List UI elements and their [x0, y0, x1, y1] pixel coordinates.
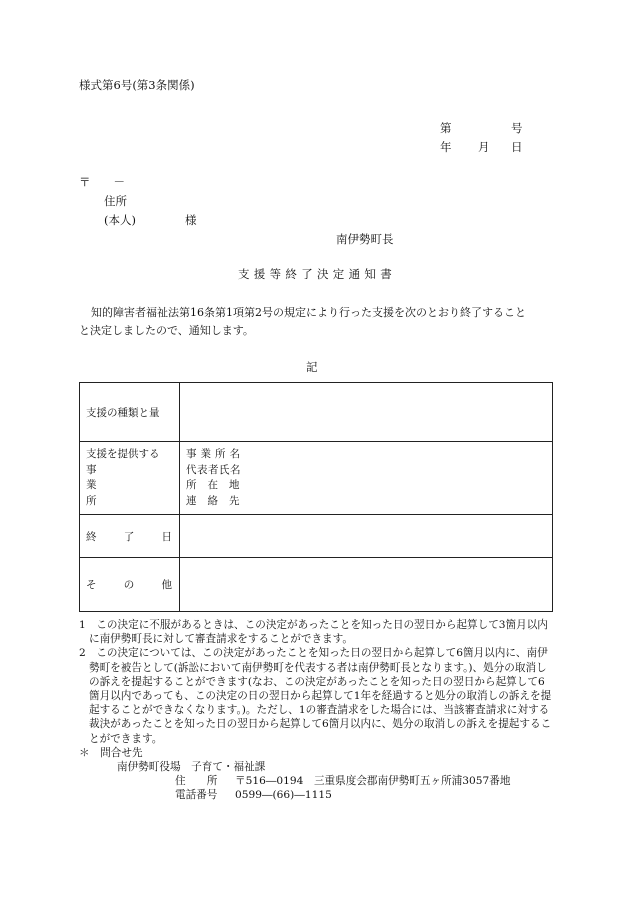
contact-heading: ＊ 問合せ先 [79, 746, 143, 759]
sama-label: 様 [185, 213, 197, 227]
table-row [80, 383, 553, 442]
body-line-1: 知的障害者福祉法第16条第1項第2号の規定により行った支援を次のとおり終了すること [91, 306, 526, 319]
provider-fields [180, 442, 553, 515]
doc-number-go: 号 [511, 121, 523, 135]
other-label: そ の 他 [80, 558, 180, 612]
contact-office: 南伊勢町役場 子育て・福祉課 [117, 761, 266, 774]
note-2: 2 この決定については、この決定があったことを知った日の翌日から起算して6箇月以内に、南伊勢町を被告として(訴訟において南伊勢町を代表する者は南伊勢町長となります。)、処分の取消しの訴えを提起することができます(なお、この決定があったことを知った日の翌日から起算して6箇月以内であっても、この決定の日の翌日から起算して1年を経過すると処分の取消しの訴えを提起することができなくなります。)。ただし、1の審査請求をした場合には、当該審査請求に対する裁決があったことを知った日の翌日から起算して6箇月以内に、処分の取消しの訴えを提起することができます。 [79, 647, 552, 745]
details-table [79, 382, 553, 612]
table-row [80, 558, 553, 612]
name-label: (本人) [104, 213, 136, 227]
note-1: 1 この決定に不服があるときは、この決定があったことを知った日の翌日から起算して3箇月以内に南伊勢町長に対して審査請求をすることができます。 [79, 619, 548, 646]
body-line-2: と決定しましたので、通知します。 [79, 324, 254, 337]
document-title: 支援等終了決定通知書 [238, 267, 396, 281]
provider-label-line1: 支援を提供する [86, 448, 160, 460]
other-value [180, 558, 553, 612]
field-representative: 代表者氏名 [186, 463, 241, 476]
contact-address: 住 所 〒516―0194 三重県度会郡南伊勢町五ヶ所浦3057番地 [175, 775, 511, 788]
address-label: 住所 [104, 194, 127, 208]
date-nen: 年 [440, 140, 452, 154]
end-date-value [180, 515, 553, 558]
field-location: 所在地 [186, 479, 251, 491]
contact-phone: 電話番号 0599―(66)―1115 [175, 789, 332, 802]
provider-label [80, 442, 180, 515]
field-contact: 連絡先 [186, 494, 251, 507]
support-type-label: 支援の種類と量 [80, 383, 180, 442]
issuer: 南伊勢町長 [336, 232, 394, 246]
date-hi: 日 [511, 140, 523, 154]
provider-label-line2: 事 業 所 [86, 463, 97, 507]
notes-section [79, 618, 553, 803]
ki-label: 記 [306, 360, 318, 374]
support-type-value [180, 383, 553, 442]
end-date-label: 終 了 日 [80, 515, 180, 558]
table-row [80, 515, 553, 558]
table-row [80, 442, 553, 515]
form-number: 様式第6号(第3条関係) [79, 78, 195, 92]
field-office-name: 事業所名 [186, 448, 244, 460]
postal-code: 〒 － [79, 175, 125, 189]
doc-number-dai: 第 [440, 121, 452, 135]
date-tsuki: 月 [478, 140, 490, 154]
